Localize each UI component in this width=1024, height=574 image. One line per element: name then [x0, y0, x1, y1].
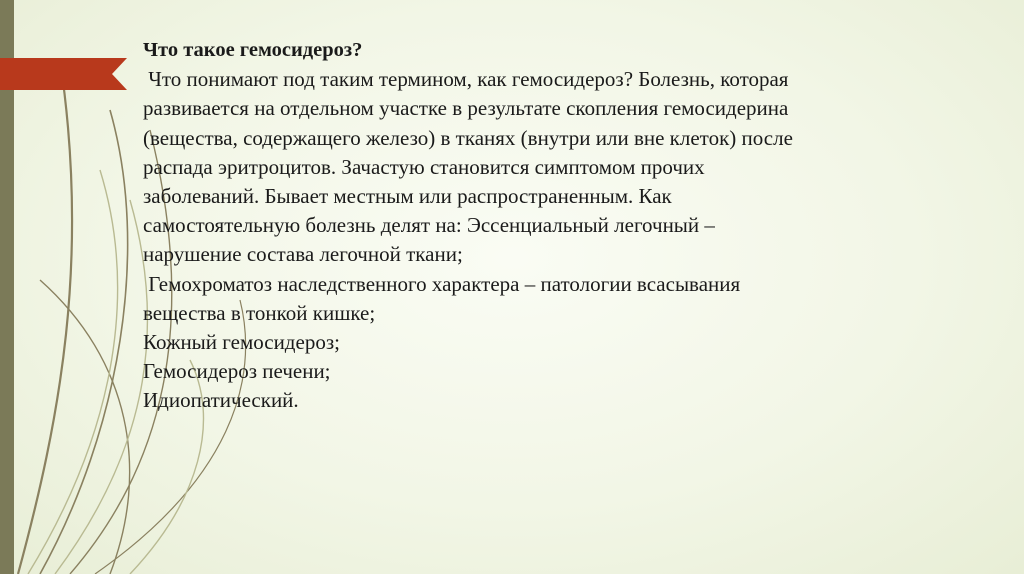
body-line: (вещества, содержащего железо) в тканях (внутри или вне клеток) после	[143, 125, 793, 150]
body-line: распада эритроцитов. Зачастую становится симптомом прочих	[143, 154, 705, 179]
body-line: Что понимают под таким термином, как гемосидероз? Болезнь, которая	[143, 67, 789, 92]
list-item: Идиопатический.	[143, 388, 299, 413]
list-item: Гемосидероз печени;	[143, 359, 331, 384]
body-line: нарушение состава легочной ткани;	[143, 242, 463, 267]
body-line: заболеваний. Бывает местным или распространенным. Как	[143, 184, 672, 209]
body-line: развивается на отдельном участке в результате скопления гемосидерина	[143, 96, 789, 121]
body-line: самостоятельную болезнь делят на: Эссенциальный легочный –	[143, 213, 715, 238]
list-item: Кожный гемосидероз;	[143, 330, 340, 355]
accent-arrow-flag	[0, 0, 140, 100]
slide-body	[143, 36, 963, 416]
body-line: вещества в тонкой кишке;	[143, 300, 376, 325]
slide-title: Что такое гемосидероз?	[143, 39, 363, 61]
body-line: Гемохроматоз наследственного характера – патологии всасывания	[143, 271, 741, 296]
